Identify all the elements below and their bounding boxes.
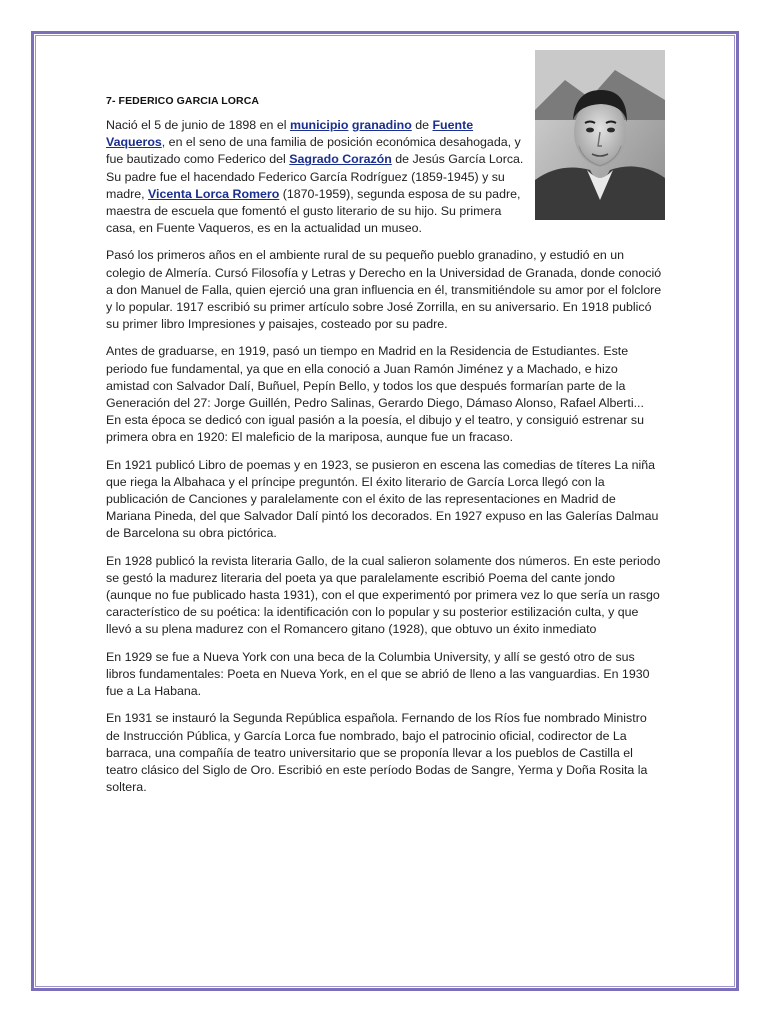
link-fuente-vaqueros[interactable]: Fuente Vaqueros xyxy=(106,118,474,150)
paragraph-7: En 1931 se instauró la Segunda República española. Fernando de los Ríos fue nombrado Ministro de Instrucción Pública, y García Lorca fue nombrado, bajo el patrocinio oficial, codirector de La barraca, una compañía de teatro universitario que se proponía llevar a los pueblos de Castilla el teatro clásico del Siglo de Oro. Escribió en este período Bodas de Sangre, Yerma y Doña Rosita la soltera. xyxy=(106,711,648,795)
paragraph-3: Antes de graduarse, en 1919, pasó un tiempo en Madrid en la Residencia de Estudiantes. Este periodo fue fundamental, ya que en ella conoció a Juan Ramón Jiménez y a Machado, e hizo amistad con Salvador Dalí, Buñuel, Pepín Bello, y todos los que después formarían parte de la Generación del 27: Jorge Guillén, Pedro Salinas, Gerardo Diego, Dámaso Alonso, Rafael Alberti... En esta época se dedicó con igual pasión a la poesía, el dibujo y el teatro, y consiguió estrenar su primera obra en 1920: El maleficio de la mariposa, aunque fue un fracaso. xyxy=(106,344,644,445)
paragraph-1-text-2: de xyxy=(411,118,433,132)
link-sagrado-corazon[interactable]: Sagrado Corazón xyxy=(289,152,392,167)
paragraph-6: En 1929 se fue a Nueva York con una beca de la Columbia University, y allí se gestó otro de sus libros fundamentales: Poeta en Nueva York, en el que se abrió de lleno a las vanguardias. En 1930 fue a La Habana. xyxy=(106,649,650,699)
link-municipio[interactable]: municipio xyxy=(289,118,349,132)
paragraph-5: En 1928 publicó la revista literaria Gallo, de la cual salieron solamente dos números. En este periodo se gestó la madurez literaria del poeta ya que paralelamente escribió Poema del cante jondo (aunque no fue publicado hasta 1931), con el que experimentó por primera vez lo que sería un rasgo característico de su poética: la identificación con lo popular y su posterior estilización culta, y que llevó a su plena madurez con el Romancero gitano (1928), que obtuvo un éxito inmediato xyxy=(106,553,661,637)
paragraph-2: Pasó los primeros años en el ambiente rural de su pequeño pueblo granadino, y estudió en un colegio de Almería. Cursó Filosofía y Letras y Derecho en la Universidad de Granada, donde conoció a don Manuel de Falla, quien ejerció una gran influencia en él, transmitiéndole su amor por el folclore y lo popular. 1917 escribió su primer artículo sobre José Zorrilla, en su aniversario. En 1918 publicó su primer libro Impresiones y paisajes, costeado por su padre. xyxy=(106,248,662,332)
paragraph-1-text-5: (1870-1959), segunda esposa de su padre, maestra de escuela que fomentó el gusto literario de su hijo. Su primera casa, en Fuente Vaqueros, es en la actualidad un museo. xyxy=(106,186,521,236)
link-vicenta-lorca-romero[interactable]: Vicenta Lorca Romero xyxy=(148,186,280,201)
document-body xyxy=(106,48,662,806)
paragraph-1-text-1: Nació el 5 de junio de 1898 en el xyxy=(106,118,290,132)
link-granadino[interactable]: granadino xyxy=(351,118,412,132)
portrait-photo xyxy=(535,50,665,220)
paragraph-1-text-3: , en el seno de una familia de posición económica desahogada, y fue bautizado como Federico del xyxy=(106,135,521,167)
document-title: 7- FEDERICO GARCIA LORCA xyxy=(106,95,260,107)
paragraph-4: En 1921 publicó Libro de poemas y en 1923, se pusieron en escena las comedias de títeres La niña que riega la Albahaca y el príncipe preguntón. El éxito literario de García Lorca llegó con la publicación de Canciones y paralelamente con el éxito de las representaciones en Madrid de Mariana Pineda, del que Salvador Dalí pintó los decorados. En 1927 expuso en las Galerías Dalmau de Barcelona su obra pictórica. xyxy=(106,457,659,541)
portrait-image xyxy=(535,50,665,220)
paragraph-1-text-4: de Jesús García Lorca. Su padre fue el hacendado Federico García Rodríguez (1859-1945) y su madre, xyxy=(106,152,524,201)
